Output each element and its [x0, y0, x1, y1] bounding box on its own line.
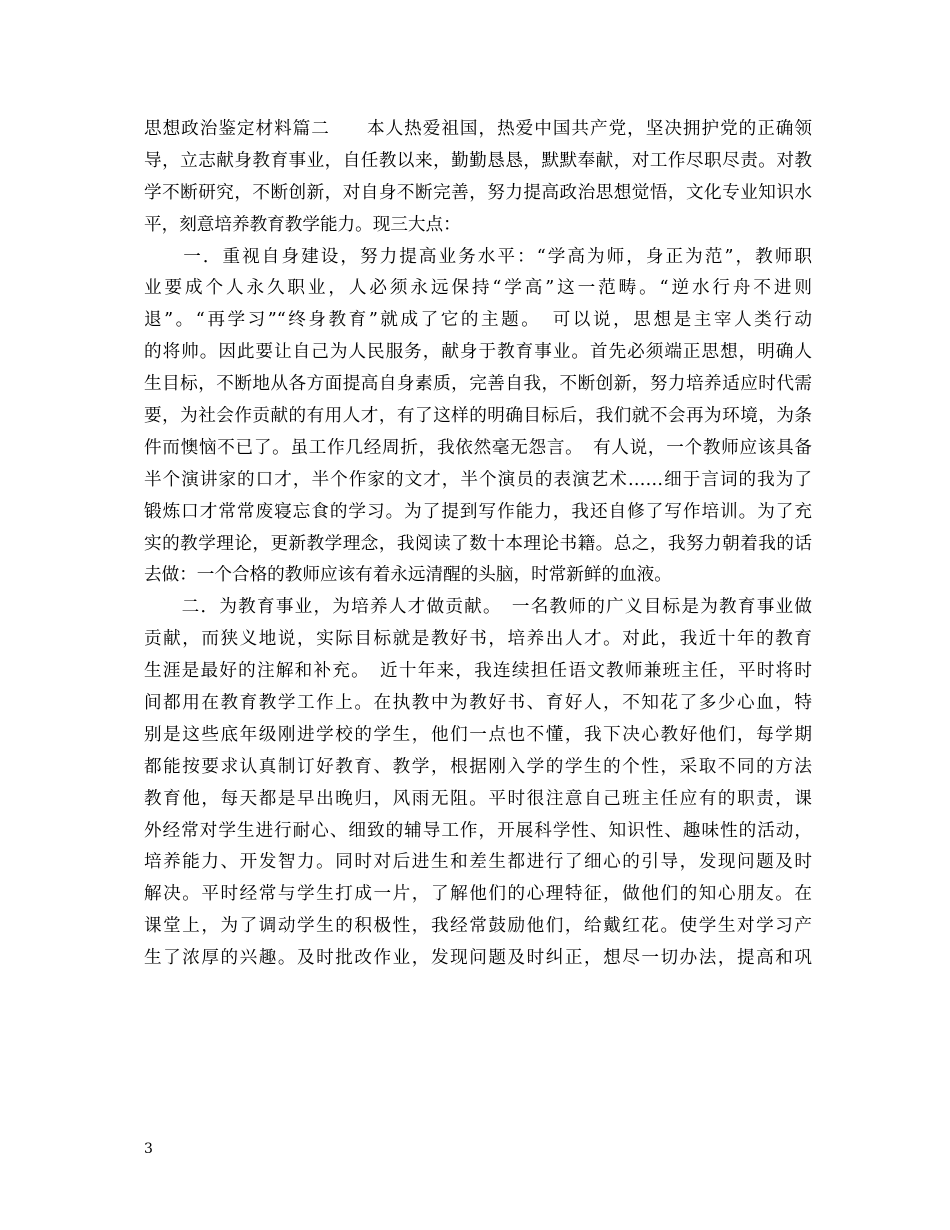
text-line: 半个演讲家的口才，半个作家的文才，半个演员的表演艺术……细于言词的我为了 — [144, 469, 812, 490]
text-line: 锻炼口才常常废寝忘食的学习。为了提到写作能力，我还自修了写作培训。为了充 — [144, 501, 812, 522]
text-line: 业要成个人永久职业，人必须永远保持“学高”这一范畴。“逆水行舟不进则 — [144, 278, 812, 299]
text-line: 退”。“再学习”“终身教育”就成了它的主题。 可以说，思想是主宰人类行动 — [144, 310, 812, 331]
text-line: 学不断研究，不断创新，对自身不断完善，努力提高政治思想觉悟，文化专业知识水 — [144, 182, 812, 203]
text-line: 教育他，每天都是早出晚归，风雨无阻。平时很注意自己班主任应有的职责，课 — [144, 788, 812, 809]
document-body — [144, 114, 812, 975]
text-line: 外经常对学生进行耐心、细致的辅导工作，开展科学性、知识性、趣味性的活动， — [144, 820, 812, 841]
text-line: 贡献，而狭义地说，实际目标就是教好书，培养出人才。对此，我近十年的教育 — [144, 629, 812, 650]
text-line: 解决。平时经常与学生打成一片，了解他们的心理特征，做他们的知心朋友。在 — [144, 884, 812, 905]
text-line: 课堂上，为了调动学生的积极性，我经常鼓励他们，给戴红花。使学生对学习产 — [144, 916, 812, 937]
text-line: 生目标，不断地从各方面提高自身素质，完善自我，不断创新，努力培养适应时代需 — [144, 374, 812, 395]
text-line: 去做：一个合格的教师应该有着永远清醒的头脑，时常新鲜的血液。 — [144, 565, 672, 586]
text-line: 生涯是最好的注解和补充。 近十年来，我连续担任语文教师兼班主任，平时将时 — [144, 661, 812, 682]
text-line: 导，立志献身教育事业，自任教以来，勤勤恳恳，默默奉献，对工作尽职尽责。对教 — [144, 150, 812, 171]
text-line: 培养能力、开发智力。同时对后进生和差生都进行了细心的引导，发现问题及时 — [144, 852, 812, 873]
page-number: 3 — [144, 1141, 153, 1157]
text-line: 平，刻意培养教育教学能力。现三大点： — [144, 214, 461, 235]
text-line: 都能按要求认真制订好教育、教学，根据刚入学的学生的个性，采取不同的方法 — [144, 756, 812, 777]
text-line: 间都用在教育教学工作上。在执教中为教好书、育好人，不知花了多少心血，特 — [144, 693, 812, 714]
text-line: 生了浓厚的兴趣。及时批改作业，发现问题及时纠正，想尽一切办法，提高和巩 — [144, 948, 812, 969]
text-line: 别是这些底年级刚进学校的学生，他们一点也不懂，我下决心教好他们，每学期 — [144, 724, 812, 745]
text-line: 实的教学理论，更新教学理念，我阅读了数十本理论书籍。总之，我努力朝着我的话 — [144, 533, 812, 554]
text-line: 的将帅。因此要让自己为人民服务，献身于教育事业。首先必须端正思想，明确人 — [144, 342, 812, 363]
text-line: 一．重视自身建设，努力提高业务水平：“学高为师，身正为范”，教师职 — [144, 246, 812, 267]
text-line: 要，为社会作贡献的有用人才，有了这样的明确目标后，我们就不会再为环境，为条 — [144, 406, 812, 427]
text-line: 思想政治鉴定材料篇二 本人热爱祖国，热爱中国共产党，坚决拥护党的正确领 — [144, 119, 812, 139]
text-line: 二．为教育事业，为培养人才做贡献。 一名教师的广义目标是为教育事业做 — [144, 597, 812, 618]
text-line: 件而懊恼不已了。虽工作几经周折，我依然毫无怨言。 有人说，一个教师应该具备 — [144, 437, 812, 458]
